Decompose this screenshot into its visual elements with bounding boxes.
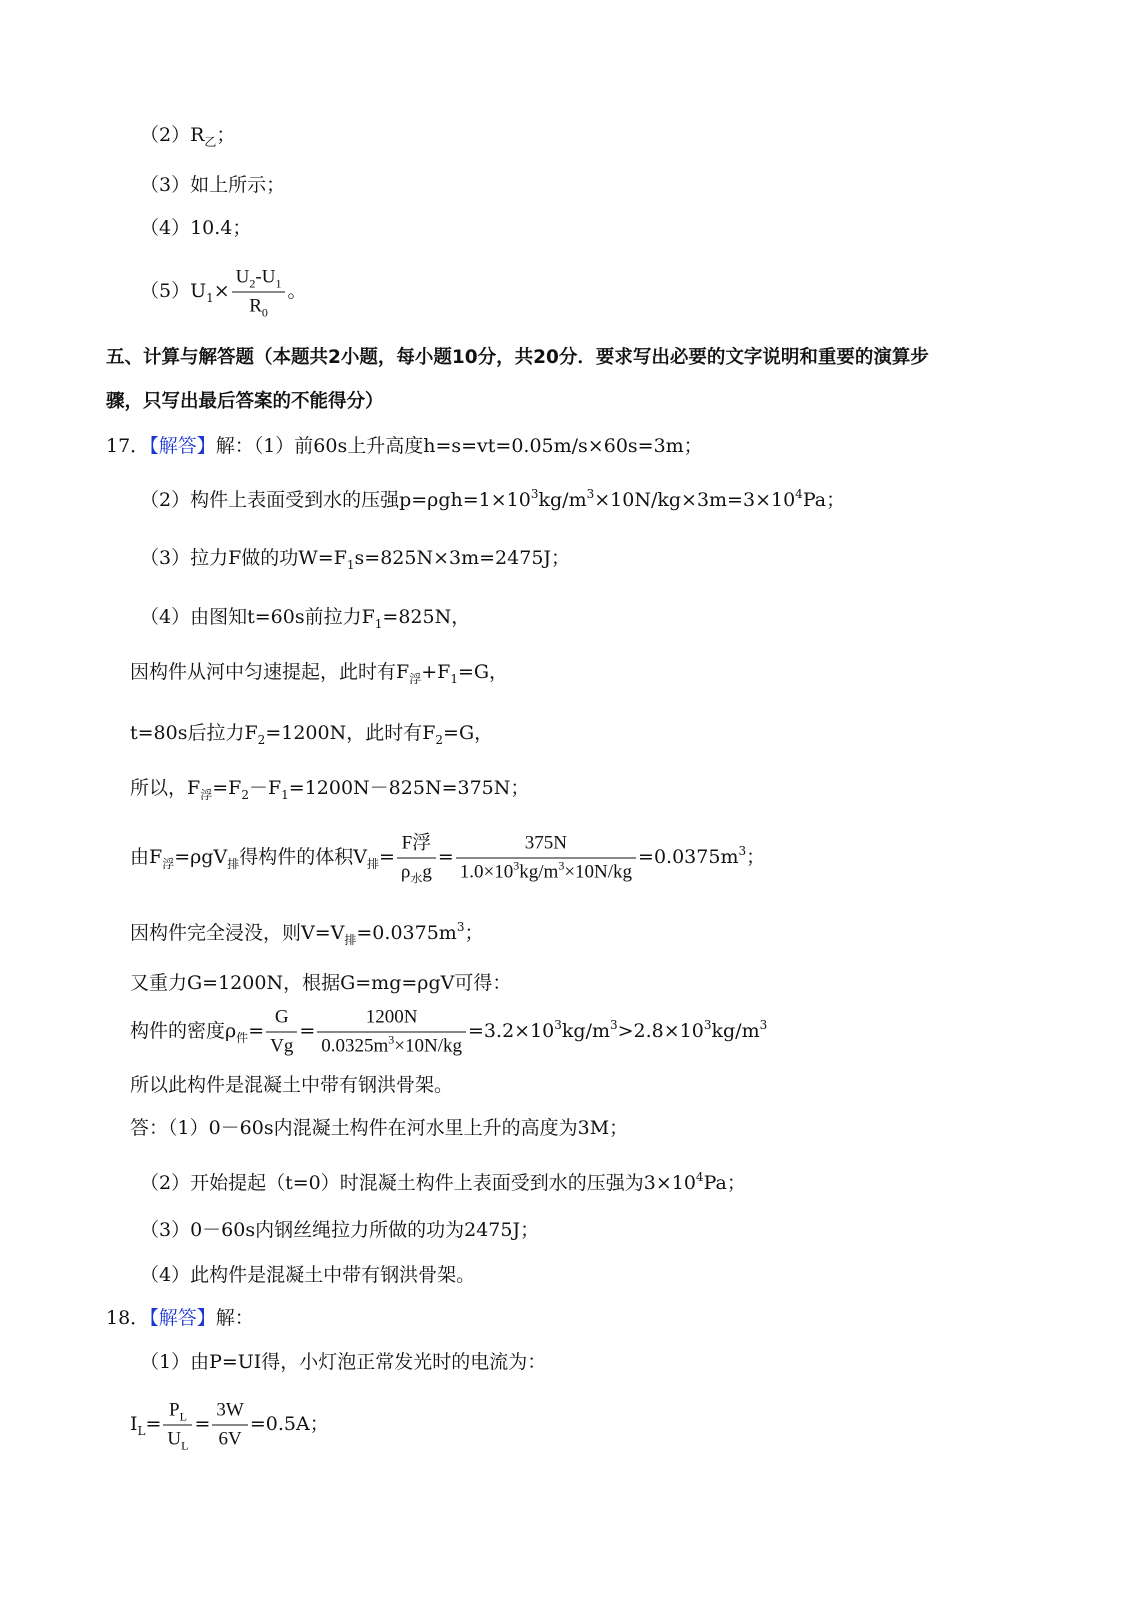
- answer-line: [130, 776, 529, 800]
- text-run: =: [145, 1413, 162, 1435]
- text-run: ；: [216, 124, 236, 146]
- superscript: 3: [759, 1018, 768, 1032]
- text-run: +F: [421, 661, 451, 683]
- subscript: 2: [249, 276, 256, 291]
- text-run: ρ: [400, 861, 411, 883]
- text-run: 375N: [524, 832, 568, 854]
- subscript: L: [137, 1424, 146, 1438]
- denominator: [266, 1033, 297, 1059]
- answer-line: [140, 173, 285, 197]
- subscript: 排: [227, 857, 240, 871]
- text-run: （1）由P=UI得，小灯泡正常发光时的电流为：: [140, 1351, 547, 1373]
- superscript: 3: [554, 1018, 562, 1032]
- subscript: 2: [435, 733, 444, 747]
- text-run: 18．: [106, 1307, 150, 1329]
- text-run: =G，: [457, 661, 509, 683]
- text-run: t=80s后拉力F: [130, 722, 258, 744]
- text-run: 因构件从河中匀速提起，此时有F: [130, 661, 410, 683]
- text-run: 五、计算与解答题（本题共2小题，每小题10分，共20分．要求写出必要的文字说明和重要的演算步: [106, 347, 929, 368]
- answer-line: [140, 123, 235, 147]
- answer-line: [140, 1171, 746, 1195]
- superscript: 3: [703, 1018, 712, 1032]
- answer-line: [140, 1350, 546, 1374]
- subscript: 2: [257, 733, 266, 747]
- superscript: 3: [388, 1032, 395, 1047]
- text-run: 1.0×10: [459, 861, 514, 883]
- subscript: 1: [374, 617, 383, 631]
- text-run: （2）R: [140, 124, 205, 146]
- text-run: 17．: [106, 435, 150, 457]
- numerator: [163, 1399, 192, 1426]
- subscript: 1: [346, 558, 355, 572]
- text-run: 骤，只写出最后答案的不能得分）: [106, 391, 384, 412]
- text-run: =ρgV: [174, 846, 228, 868]
- text-run: 构件的密度ρ: [130, 1020, 237, 1042]
- text-run: ×10N/kg×3m=3×10: [594, 489, 796, 511]
- subscript: 乙: [204, 135, 217, 149]
- denominator: [456, 859, 636, 885]
- text-run: U: [235, 266, 250, 288]
- answer-line: [130, 1399, 329, 1452]
- question-17-start: [106, 434, 703, 458]
- answer-line: [130, 721, 493, 745]
- text-run: （2）构件上表面受到水的压强p=ρgh=1×10: [140, 489, 531, 511]
- answer-line: [130, 1073, 453, 1097]
- answer-line: [130, 660, 508, 684]
- text-run: Pa；: [802, 489, 846, 511]
- text-run: =1200N，此时有F: [265, 722, 436, 744]
- answer-line: [130, 832, 765, 885]
- denominator: [397, 859, 436, 885]
- answer-line: [140, 546, 570, 570]
- answer-line: [140, 266, 306, 319]
- superscript: 4: [795, 487, 803, 501]
- text-run: =0.0375m: [638, 846, 739, 868]
- text-run: -U: [255, 266, 276, 288]
- fraction: [456, 832, 636, 885]
- text-run: （2）开始提起（t=0）时混凝土构件上表面受到水的压强为3×10: [140, 1172, 696, 1194]
- text-run: （3）拉力F做的功W=F: [140, 547, 347, 569]
- text-run: kg/m: [519, 861, 559, 883]
- subscript: 浮: [162, 857, 175, 871]
- denominator: [317, 1033, 466, 1059]
- answer-label: 【解答】: [149, 1307, 216, 1329]
- numerator: [456, 832, 636, 859]
- numerator: [397, 832, 436, 859]
- text-run: ×10N/kg: [394, 1035, 463, 1057]
- question-18-start: [106, 1306, 254, 1330]
- answer-line: [140, 1218, 539, 1242]
- text-run: =F: [212, 777, 242, 799]
- text-run: （4）由图知t=60s前拉力F: [140, 606, 375, 628]
- text-run: >2.8×10: [617, 1020, 704, 1042]
- answer-line: [130, 971, 511, 995]
- fraction: [266, 1006, 297, 1059]
- text-run: =: [194, 1413, 211, 1435]
- text-run: =0.5A；: [249, 1413, 329, 1435]
- text-run: I: [130, 1413, 138, 1435]
- subscript: 排: [344, 933, 357, 947]
- text-run: F浮: [401, 832, 432, 854]
- text-run: 所以，F: [130, 777, 201, 799]
- text-run: kg/m: [711, 1020, 760, 1042]
- text-run: ×10N/kg: [564, 861, 633, 883]
- text-run: Vg: [270, 1035, 294, 1057]
- subscript: L: [179, 1409, 187, 1424]
- superscript: 3: [558, 858, 565, 873]
- text-run: R: [249, 295, 262, 317]
- subscript: 水: [410, 871, 423, 886]
- text-run: =G，: [443, 722, 494, 744]
- superscript: 3: [609, 1018, 618, 1032]
- subscript: 浮: [200, 788, 213, 802]
- fraction: [317, 1006, 466, 1059]
- fraction: [397, 832, 436, 885]
- text-run: 因构件完全浸没，则V=V: [130, 922, 345, 944]
- text-run: G: [274, 1006, 289, 1028]
- text-run: 解：: [215, 1307, 254, 1329]
- text-run: s=825N×3m=2475J；: [354, 547, 571, 569]
- subscript: 1: [206, 291, 214, 305]
- text-run: Pa；: [703, 1172, 746, 1194]
- text-run: 解：（1）前60s上升高度h=s=vt=0.05m/s×60s=3m；: [215, 435, 703, 457]
- subscript: 1: [275, 276, 282, 291]
- subscript: 排: [366, 857, 379, 871]
- text-run: （4）此构件是混凝土中带有钢洪骨架。: [140, 1264, 476, 1286]
- subscript: 件: [236, 1031, 249, 1045]
- subscript: L: [181, 1438, 189, 1453]
- superscript: 3: [530, 487, 539, 501]
- fraction: [232, 266, 286, 319]
- text-run: kg/m: [561, 1020, 610, 1042]
- text-run: =: [299, 1020, 316, 1042]
- answer-line: [140, 216, 251, 240]
- text-run: 1200N: [365, 1006, 418, 1028]
- text-run: （3）如上所示；: [140, 174, 286, 196]
- denominator: [212, 1426, 247, 1452]
- answer-line: [130, 1116, 628, 1140]
- text-run: －F: [248, 777, 282, 799]
- subscript: 1: [281, 788, 289, 802]
- text-run: =: [437, 846, 454, 868]
- text-run: 答：（1）0－60s内混凝土构件在河水里上升的高度为3M；: [130, 1117, 629, 1139]
- subscript: 2: [241, 788, 249, 802]
- text-run: （4）10.4；: [140, 217, 252, 239]
- text-run: 6V: [218, 1428, 242, 1450]
- subscript: 1: [450, 672, 458, 686]
- fraction: [163, 1399, 192, 1452]
- superscript: 3: [513, 858, 520, 873]
- answer-line: [140, 605, 470, 629]
- superscript: 3: [586, 487, 595, 501]
- text-run: （5）U: [140, 280, 207, 302]
- text-run: =3.2×10: [468, 1020, 555, 1042]
- text-run: =825N，: [382, 606, 471, 628]
- text-run: 0.0325m: [321, 1035, 389, 1057]
- text-run: g: [422, 861, 432, 883]
- text-run: U: [167, 1428, 182, 1450]
- text-run: ；: [464, 922, 484, 944]
- text-run: 3W: [216, 1399, 244, 1421]
- subscript: 浮: [409, 672, 422, 686]
- section-heading: [106, 390, 384, 414]
- superscript: 4: [695, 1170, 704, 1184]
- text-run: P: [168, 1399, 180, 1421]
- numerator: [232, 266, 286, 293]
- text-run: ×: [213, 280, 230, 302]
- answer-line: [130, 921, 483, 945]
- section-heading: [106, 346, 929, 370]
- superscript: 3: [738, 844, 747, 858]
- text-run: 所以此构件是混凝土中带有钢洪骨架。: [130, 1074, 454, 1096]
- answer-line: [140, 1263, 475, 1287]
- answer-label: 【解答】: [149, 435, 216, 457]
- superscript: 3: [456, 920, 465, 934]
- text-run: 又重力G=1200N，根据G=mg=ρgV可得：: [130, 972, 512, 994]
- numerator: [212, 1399, 247, 1426]
- text-run: =0.0375m: [356, 922, 457, 944]
- text-run: 得构件的体积V: [239, 846, 367, 868]
- numerator: [266, 1006, 297, 1033]
- text-run: =: [248, 1020, 265, 1042]
- subscript: 0: [261, 305, 268, 320]
- answer-line: [130, 1006, 767, 1059]
- text-run: =1200N－825N=375N；: [288, 777, 530, 799]
- denominator: [163, 1426, 192, 1452]
- text-run: （3）0－60s内钢丝绳拉力所做的功为2475J；: [140, 1219, 540, 1241]
- text-run: 由F: [130, 846, 163, 868]
- text-run: ；: [746, 846, 766, 868]
- text-run: =: [378, 846, 395, 868]
- text-run: 。: [287, 280, 307, 302]
- numerator: [317, 1006, 466, 1033]
- text-run: kg/m: [538, 489, 587, 511]
- fraction: [212, 1399, 247, 1452]
- answer-line: [140, 488, 845, 512]
- denominator: [232, 293, 286, 319]
